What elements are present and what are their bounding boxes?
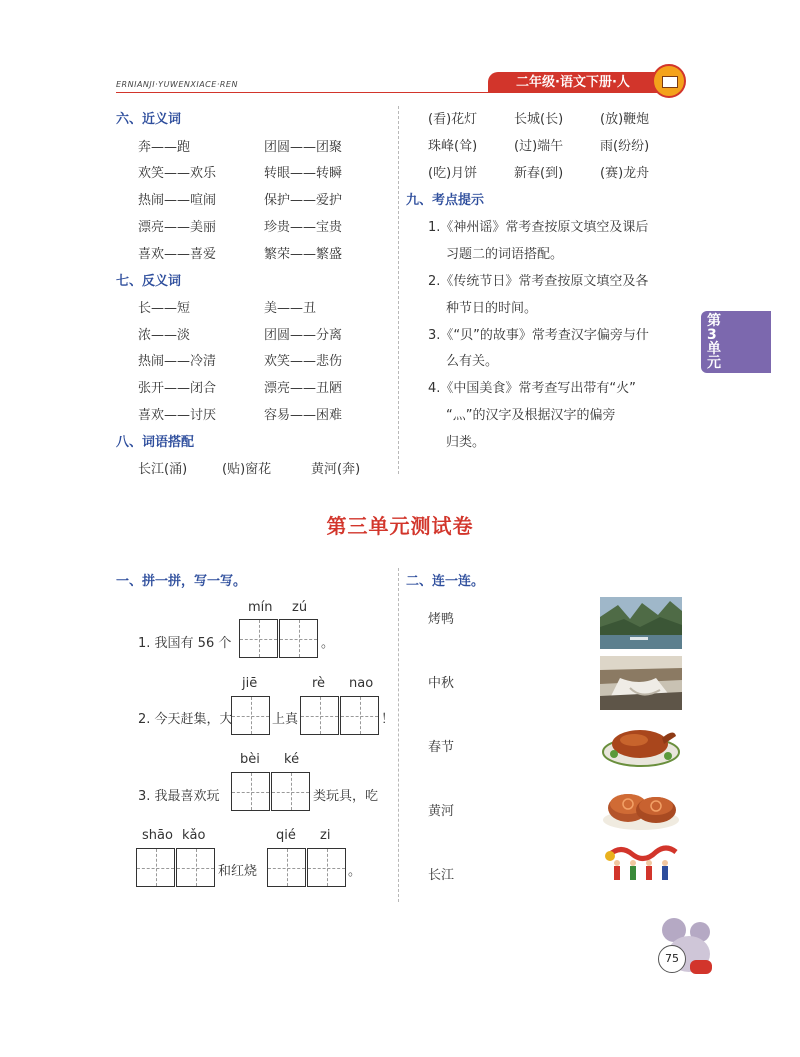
unit-side-tab-text: 第3单元	[707, 313, 721, 371]
tip-line-6: 么有关。	[446, 354, 499, 369]
pinyin-ke: ké	[284, 752, 300, 767]
tip-line-8: “灬”的汉字及根据汉字的偏旁	[446, 408, 616, 423]
collocation-2: (贴)窗花	[222, 462, 272, 477]
collocation-1: 长江(涌)	[138, 462, 188, 477]
writing-box[interactable]	[300, 696, 339, 735]
antonym-1b: 美——丑	[264, 301, 317, 316]
match-word-4[interactable]: 黄河	[428, 804, 455, 819]
writing-box[interactable]	[231, 696, 270, 735]
pair-3c: (赛)龙舟	[600, 166, 650, 181]
dragon-dance-picture[interactable]	[600, 838, 682, 892]
match-word-3[interactable]: 春节	[428, 740, 455, 755]
antonym-5b: 容易——困难	[264, 408, 343, 423]
pair-2a: 珠峰(耸)	[428, 139, 478, 154]
writing-box[interactable]	[307, 848, 346, 887]
yellow-river-waterfall-picture[interactable]	[600, 656, 682, 710]
column-divider-bottom	[398, 568, 399, 902]
pinyin-zi: zi	[320, 828, 331, 843]
synonym-2a: 欢笑——欢乐	[138, 166, 217, 181]
writing-box[interactable]	[267, 848, 306, 887]
writing-box[interactable]	[231, 772, 270, 811]
tip-line-2: 习题二的词语搭配。	[446, 247, 564, 262]
antonym-3b: 欢笑——悲伤	[264, 354, 343, 369]
pair-1b: 长城(长)	[514, 112, 564, 127]
mooncake-picture[interactable]	[600, 780, 682, 832]
sentence-4-mid: 和红烧	[218, 864, 258, 879]
match-word-2[interactable]: 中秋	[428, 676, 455, 691]
antonym-5a: 喜欢——讨厌	[138, 408, 217, 423]
sentence-1-after: 。	[321, 636, 335, 651]
pair-2b: (过)端午	[514, 139, 564, 154]
tip-line-5: 3.《“贝”的故事》常考查汉字偏旁与什	[428, 328, 649, 343]
antonym-3a: 热闹——冷清	[138, 354, 217, 369]
writing-box[interactable]	[136, 848, 175, 887]
match-word-5[interactable]: 长江	[428, 868, 455, 883]
synonym-1a: 奔——跑	[138, 140, 191, 155]
yangtze-gorge-picture[interactable]	[600, 597, 682, 649]
sentence-1-before: 1. 我国有 56 个	[138, 636, 232, 651]
pair-1a: (看)花灯	[428, 112, 478, 127]
writing-box[interactable]	[271, 772, 310, 811]
test-title: 第三单元测试卷	[326, 514, 474, 538]
writing-box[interactable]	[279, 619, 318, 658]
question-2-title: 二、连一连。	[406, 574, 485, 589]
pair-1c: (放)鞭炮	[600, 112, 650, 127]
question-1-title: 一、拼一拼，写一写。	[116, 574, 247, 589]
section-6-title: 六、近义词	[116, 112, 182, 127]
synonym-5b: 繁荣——繁盛	[264, 247, 343, 262]
section-7-title: 七、反义词	[116, 274, 182, 289]
sentence-2-after: ！	[381, 712, 395, 727]
synonym-4b: 珍贵——宝贵	[264, 220, 343, 235]
antonym-4a: 张开——闭合	[138, 381, 217, 396]
antonym-2b: 团圆——分离	[264, 328, 343, 343]
pinyin-bei: bèi	[240, 752, 260, 767]
header-left-text: ERNIANJI·YUWENXIACE·REN	[116, 80, 238, 89]
sentence-2-before: 2. 今天赶集，大	[138, 712, 233, 727]
section-9-title: 九、考点提示	[406, 193, 485, 208]
pinyin-re: rè	[312, 676, 326, 691]
match-word-1[interactable]: 烤鸭	[428, 612, 455, 627]
pair-2c: 雨(纷纷)	[600, 139, 650, 154]
tip-line-1: 1.《神州谣》常考查按原文填空及课后	[428, 220, 649, 235]
writing-box[interactable]	[176, 848, 215, 887]
pinyin-qie: qié	[276, 828, 296, 843]
writing-box[interactable]	[239, 619, 278, 658]
pinyin-kao: kǎo	[182, 828, 206, 843]
page-number: 75	[658, 945, 686, 973]
pinyin-nao: nao	[349, 676, 374, 691]
pair-3a: (吃)月饼	[428, 166, 478, 181]
synonym-3b: 保护——爱护	[264, 193, 343, 208]
writing-box[interactable]	[340, 696, 379, 735]
antonym-2a: 浓——淡	[138, 328, 191, 343]
collocation-3: 黄河(奔)	[311, 462, 361, 477]
header-grade-tab: 二年级·语文下册·人	[488, 72, 658, 93]
roast-duck-picture[interactable]	[600, 716, 682, 770]
synonym-1b: 团圆——团聚	[264, 140, 343, 155]
sentence-3-before: 3. 我最喜欢玩	[138, 789, 220, 804]
antonym-1a: 长——短	[138, 301, 191, 316]
pinyin-min: mín	[248, 600, 273, 615]
sentence-2-mid: 上真	[272, 712, 299, 727]
section-8-title: 八、词语搭配	[116, 435, 195, 450]
tip-line-7: 4.《中国美食》常考查写出带有“火”	[428, 381, 636, 396]
tip-line-9: 归类。	[446, 435, 486, 450]
synonym-4a: 漂亮——美丽	[138, 220, 217, 235]
synonym-3a: 热闹——喧闹	[138, 193, 217, 208]
pinyin-jie: jiē	[242, 676, 258, 691]
pinyin-shao: shāo	[142, 828, 173, 843]
unit-side-tab	[701, 311, 771, 373]
pair-3b: 新春(到)	[514, 166, 564, 181]
tip-line-3: 2.《传统节日》常考查按原文填空及各	[428, 274, 649, 289]
tip-line-4: 种节日的时间。	[446, 301, 538, 316]
mascot-body-icon	[690, 960, 712, 974]
antonym-4b: 漂亮——丑陋	[264, 381, 343, 396]
synonym-5a: 喜欢——喜爱	[138, 247, 217, 262]
synonym-2b: 转眼——转瞬	[264, 166, 343, 181]
pinyin-zu: zú	[292, 600, 308, 615]
column-divider-top	[398, 106, 399, 474]
sentence-4-after: 。	[348, 864, 362, 879]
header-logo-book-icon	[662, 76, 678, 88]
sentence-3-after: 类玩具，吃	[313, 789, 379, 804]
